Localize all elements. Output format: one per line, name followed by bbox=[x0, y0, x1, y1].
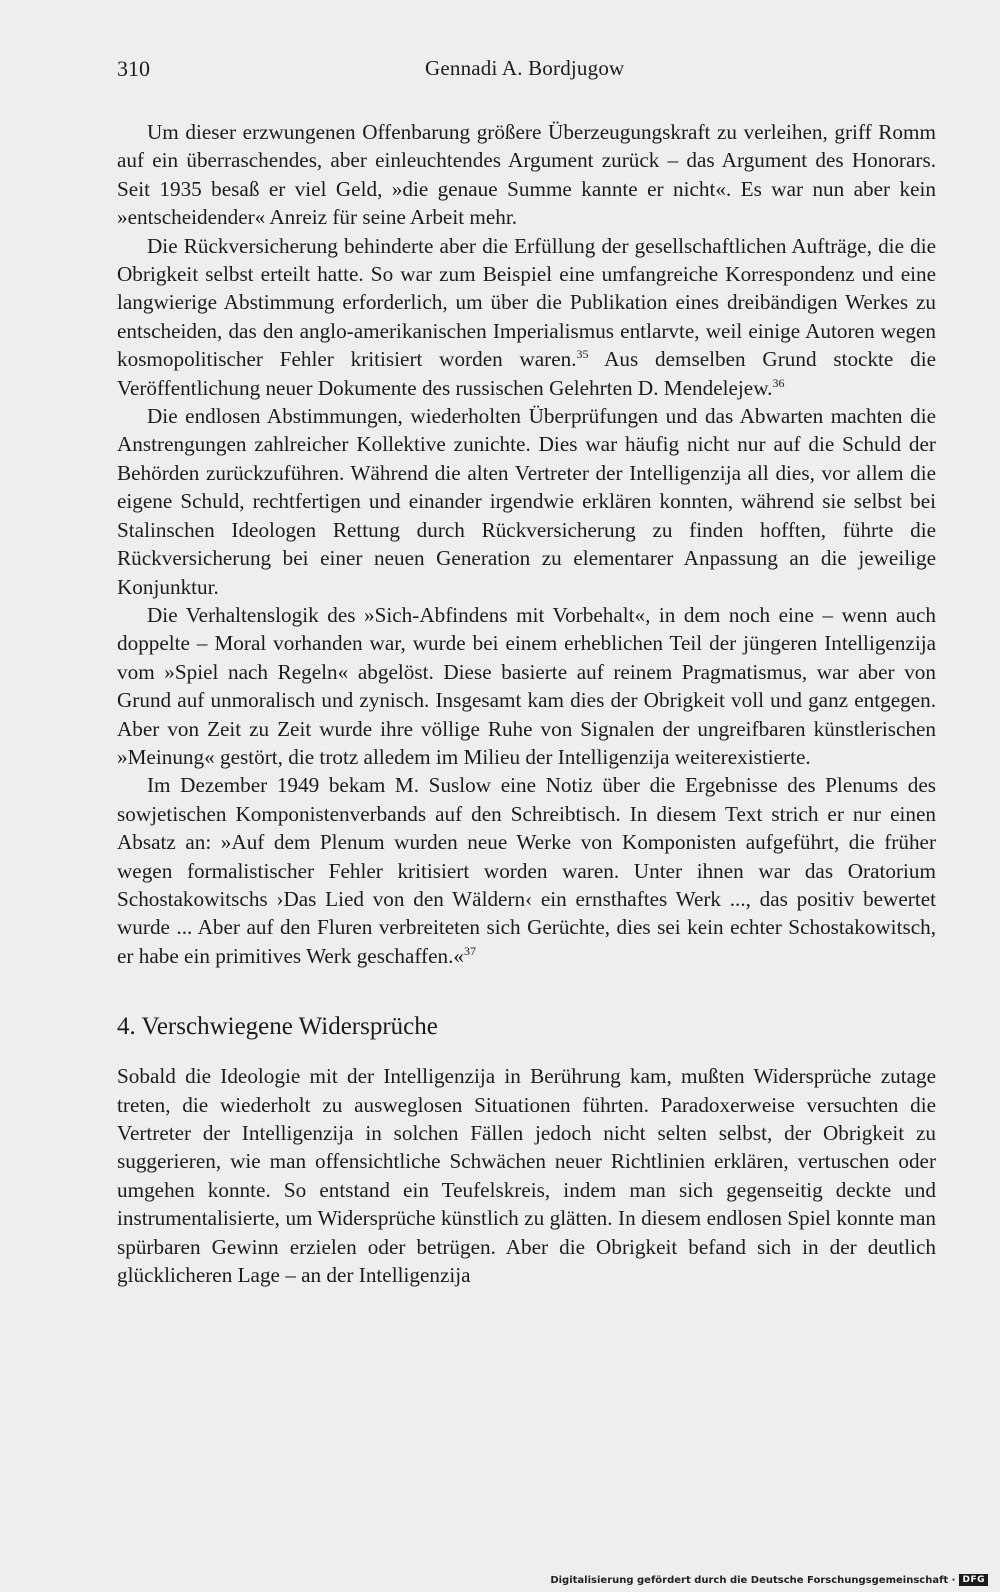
paragraph-text: Aus demselben Grund stockte die Veröffentlichung neuer Dokumente des russischen Gelehrten D. Mendelejew. bbox=[117, 347, 936, 400]
footnote-ref-37: 37 bbox=[463, 943, 476, 958]
paragraph-text: Die endlosen Abstimmungen, wiederholten Überprüfungen und das Abwarten machten die Anstrengungen zahlreicher Kollektive zunichte. Dies war häufig nicht nur auf die Schuld der Behörden zurückzuführen. Während die alten Vertreter der Intelligenzija all dies, vor allem die eigene Schuld, rechtfertigen und einander irgendwie erklären konnten, während sie selbst bei Stalinschen Ideologen Rettung durch Rückversicherung zu finden hofften, führte die Rückversicherung bei einer neuen Generation zu elementarer Anpassung an die jeweilige Konjunktur. bbox=[117, 404, 936, 599]
banner-text: Digitalisierung gefördert durch die Deutsche Forschungsgemeinschaft · bbox=[550, 1574, 956, 1586]
paragraph bbox=[117, 601, 936, 771]
paragraph-text: Um dieser erzwungenen Offenbarung größere Überzeugungskraft zu verleihen, griff Romm auf ein überraschendes, aber einleuchtendes Argument zurück – das Argument des Honorars. Seit 1935 besaß er viel Geld, »die genaue Summe kannte er nicht«. Es war nun aber kein »entscheidender« Anreiz für seine Arbeit mehr. bbox=[117, 120, 936, 230]
paragraph bbox=[117, 1062, 936, 1289]
paragraph-text: Sobald die Ideologie mit der Intelligenzija in Berührung kam, mußten Widersprüche zutage treten, die wiederholt zu ausweglosen Situationen führten. Paradoxerweise versuchten die Vertreter der Intelligenzija in solchen Fällen jedoch nicht selten selbst, der Obrigkeit zu suggerieren, wie man offensichtliche Schwächen neuer Richtlinien erklären, vertuschen oder umgehen konnte. So entstand ein Teufelskreis, indem man sich gegenseitig deckte und instrumentalisierte, um Widersprüche künstlich zu glätten. In diesem endlosen Spiel konnte man spürbaren Gewinn erzielen oder betrügen. Aber die Obrigkeit befand sich in der deutlich glücklicheren Lage – an der Intelligenzija bbox=[117, 1064, 936, 1288]
dfg-logo: DFG bbox=[959, 1574, 988, 1586]
paragraph bbox=[117, 118, 936, 232]
page-number: 310 bbox=[117, 56, 150, 81]
main-text bbox=[117, 118, 936, 1289]
paragraph bbox=[117, 402, 936, 601]
paragraph-text: Im Dezember 1949 bekam M. Suslow eine Notiz über die Ergebnisse des Plenums des sowjetischen Komponistenverbands auf den Schreibtisch. In diesem Text strich er nur einen Absatz an: »Auf dem Plenum wurden neue Werke von Komponisten aufgeführt, die früher wegen formalistischer Fehler kritisiert worden waren. Unter ihnen war das Oratorium Schostakowitschs ›Das Lied von den Wäldern‹ ein ernsthaftes Werk ..., das positiv bewertet wurde ... Aber auf den Fluren verbreiteten sich Gerüchte, dies sei kein echter Schostakowitsch, er habe ein primitives Werk geschaffen.« bbox=[117, 773, 936, 968]
paragraph-text: Die Rückversicherung behinderte aber die Erfüllung der gesellschaftlichen Aufträge, die die Obrigkeit selbst erteilt hatte. So war zum Beispiel eine umfangreiche Korrespondenz und eine langwierige Abstimmung erforderlich, um über die Publikation eines dreibändigen Werkes zu entscheiden, das den anglo-amerikanischen Imperialismus entlarvte, weil einige Autoren wegen kosmopolitischer Fehler kritisiert worden waren. bbox=[117, 233, 936, 372]
footnote-ref-35: 35 bbox=[576, 347, 589, 362]
page-header bbox=[117, 56, 937, 86]
digitization-banner bbox=[550, 1574, 988, 1586]
footnote-ref-36: 36 bbox=[772, 375, 785, 390]
section-heading: 4. Verschwiegene Widersprüche bbox=[117, 1013, 438, 1041]
paragraph bbox=[117, 771, 936, 970]
running-head: Gennadi A. Bordjugow bbox=[425, 56, 625, 80]
paragraph-text: Die Verhaltenslogik des »Sich-Abfindens mit Vorbehalt«, in dem noch eine – wenn auch doppelte – Moral vorhanden war, wurde bei einem erheblichen Teil der jüngeren Intelligenzija vom »Spiel nach Regeln« abgelöst. Diese basierte auf reinem Pragmatismus, war aber von Grund auf unmoralisch und zynisch. Insgesamt kam dies der Obrigkeit voll und ganz entgegen. Aber von Zeit zu Zeit wurde ihre völlige Ruhe von Signalen der ungreifbaren künstlerischen »Meinung« gestört, die trotz alledem im Milieu der Intelligenzija weiterexistierte. bbox=[117, 602, 936, 769]
paragraph bbox=[117, 232, 936, 402]
